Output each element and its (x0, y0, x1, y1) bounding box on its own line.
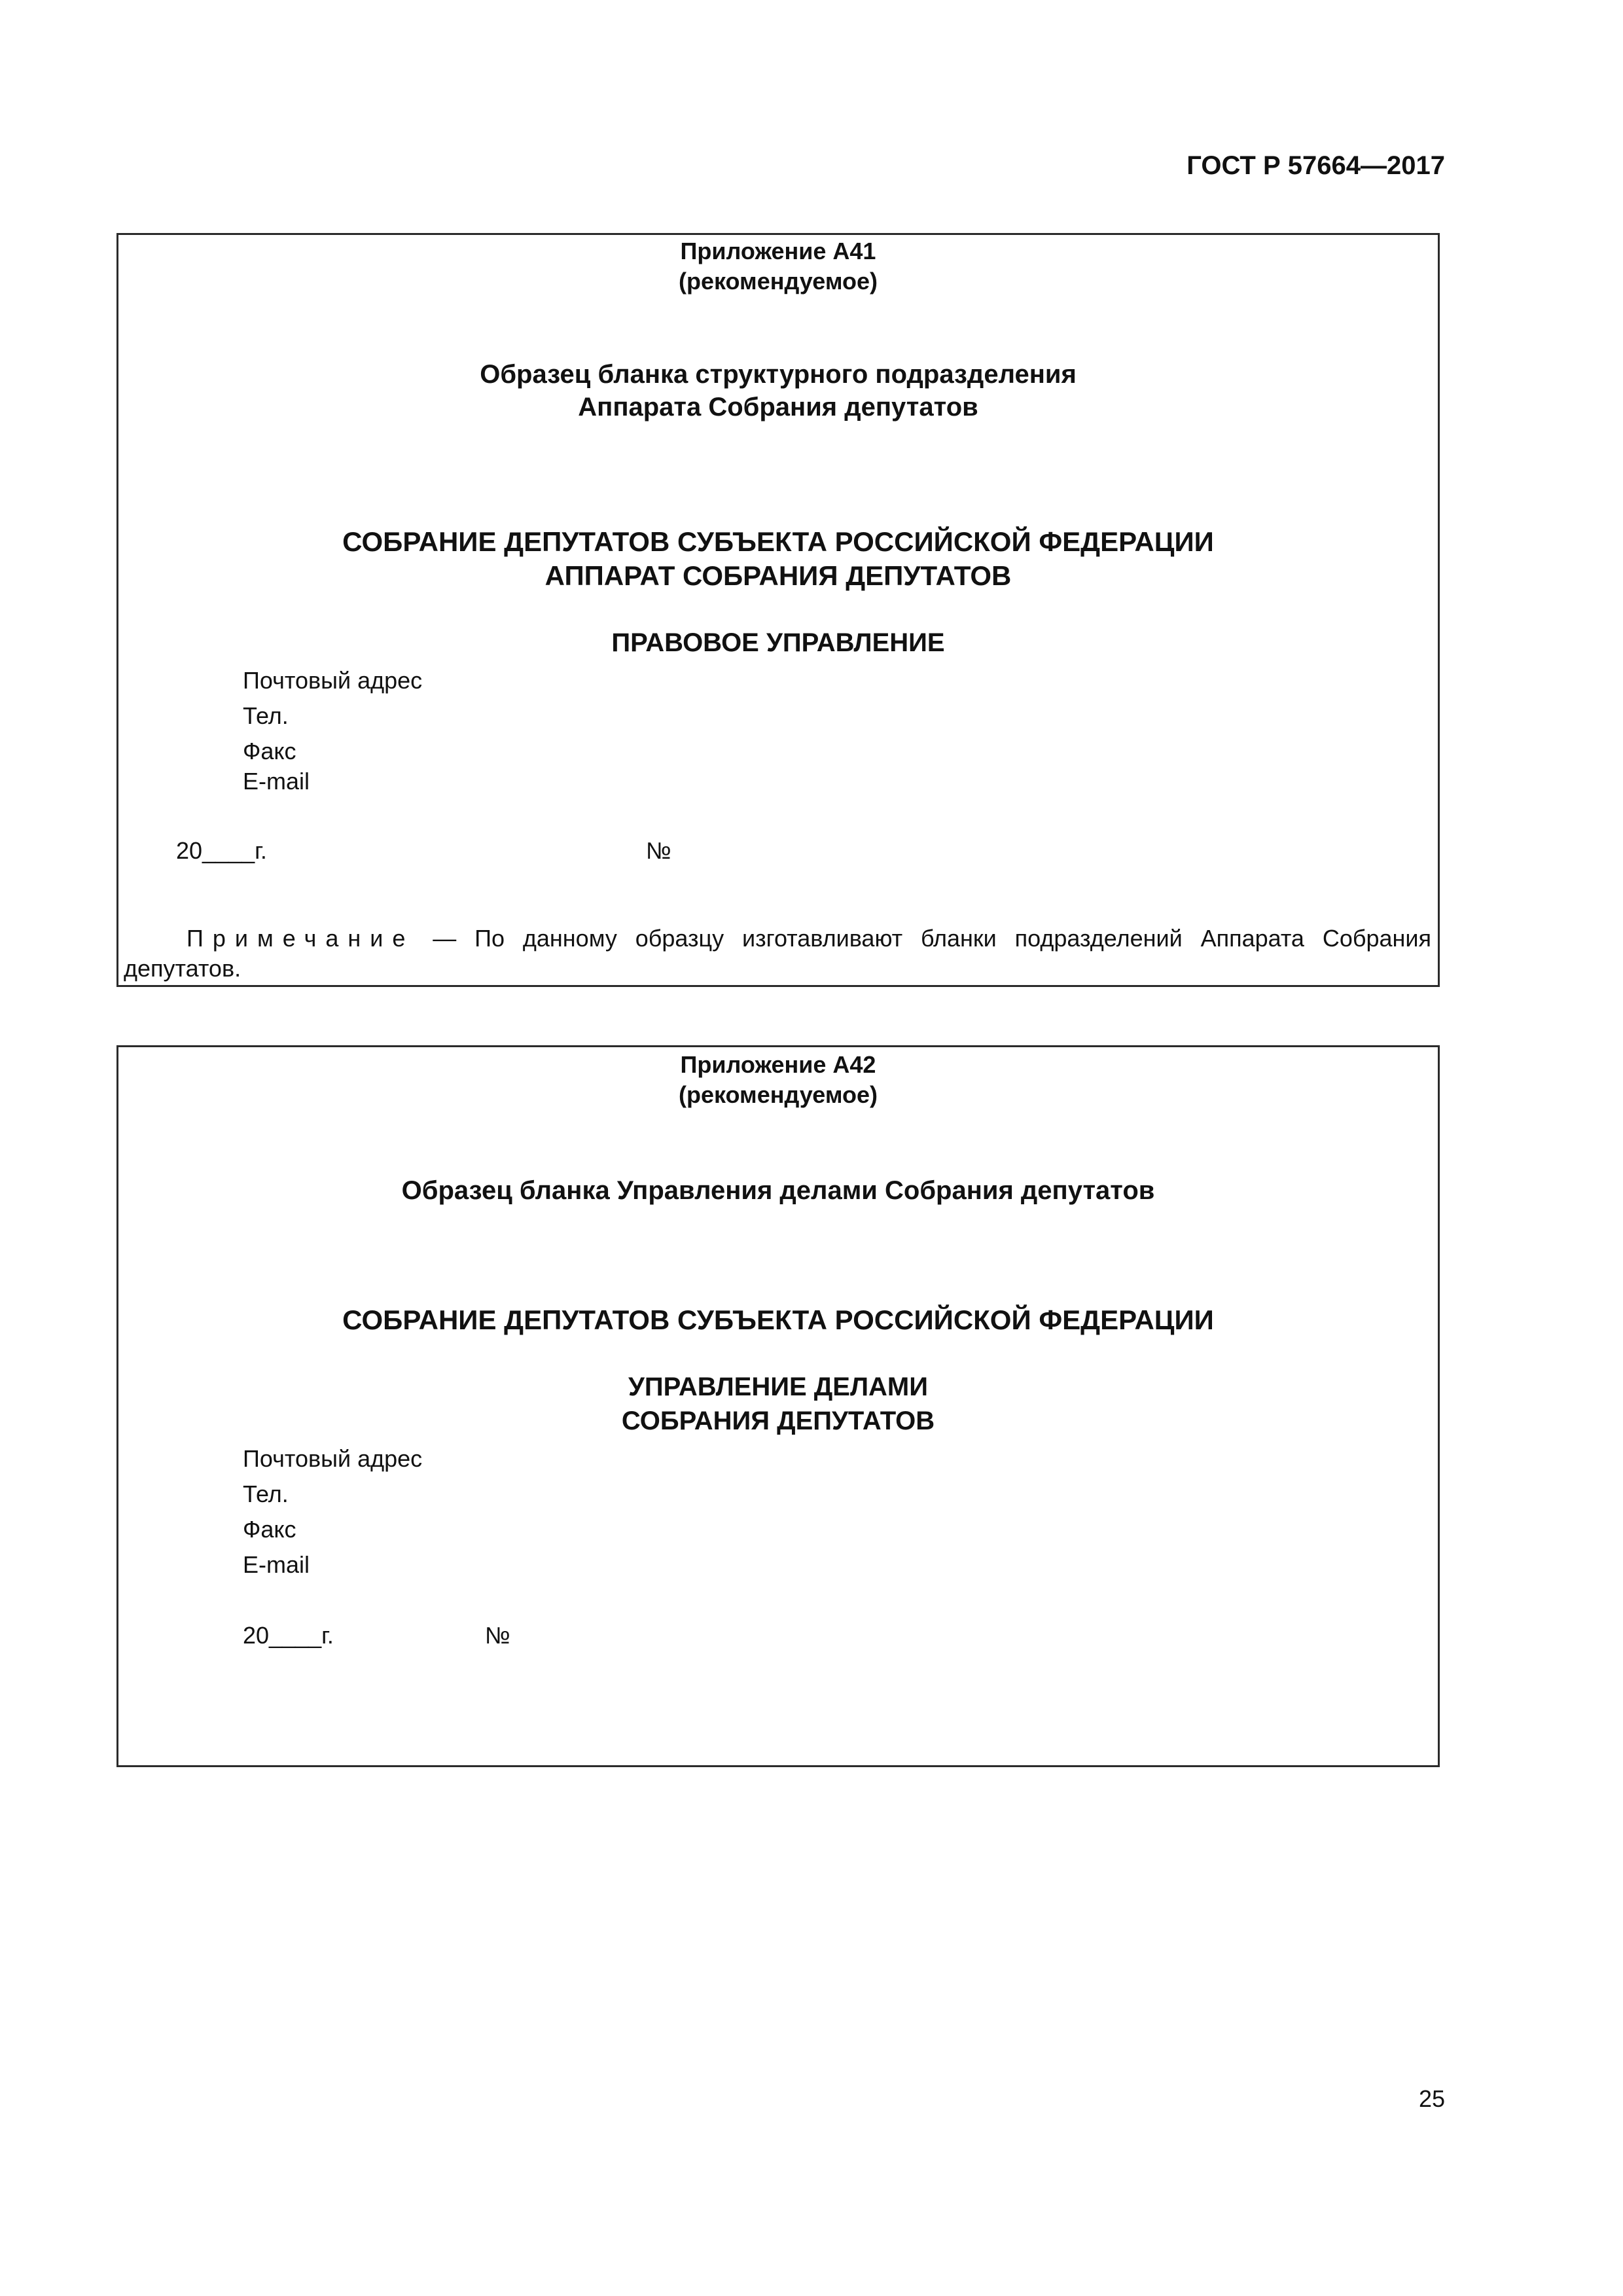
appendix-a42-fax-label: Факс (243, 1516, 296, 1543)
appendix-a41-note-text: — По данному образцу изготавливают бланки подразделений Аппарата Собрания депутатов. (124, 925, 1431, 982)
appendix-a41-number-field: № (646, 837, 671, 864)
appendix-a41-title: Приложение А41 (680, 238, 876, 264)
appendix-a42-unit-line2: СОБРАНИЯ ДЕПУТАТОВ (621, 1407, 935, 1435)
appendix-a41-frame (116, 233, 1440, 987)
appendix-a41-note-label: Примечание (187, 925, 415, 952)
appendix-a41-postal-label: Почтовый адрес (243, 667, 423, 694)
appendix-a41-phone-label: Тел. (243, 702, 289, 729)
appendix-a42-frame (116, 1045, 1440, 1767)
appendix-a41-org-line2: АППАРАТ СОБРАНИЯ ДЕПУТАТОВ (544, 560, 1012, 591)
appendix-a41-caption-line2: Аппарата Собрания депутатов (578, 393, 978, 422)
appendix-a42-unit-line1: УПРАВЛЕНИЕ ДЕЛАМИ (628, 1372, 928, 1401)
appendix-a41-caption-line1: Образец бланка структурного подразделения (480, 360, 1077, 389)
document-code: ГОСТ Р 57664—2017 (1186, 151, 1445, 180)
page-number: 25 (1418, 2085, 1445, 2112)
appendix-a42-caption: Образец бланка Управления делами Собрания депутатов (401, 1176, 1155, 1205)
appendix-a42-email-label: E-mail (243, 1551, 310, 1578)
appendix-a41-status: (рекомендуемое) (679, 268, 878, 295)
appendix-a41-unit: ПРАВОВОЕ УПРАВЛЕНИЕ (611, 628, 945, 657)
appendix-a42-status: (рекомендуемое) (679, 1081, 878, 1108)
appendix-a42-title: Приложение А42 (680, 1051, 876, 1078)
appendix-a42-org-line1: СОБРАНИЕ ДЕПУТАТОВ СУБЪЕКТА РОССИЙСКОЙ ФЕДЕРАЦИИ (342, 1304, 1214, 1335)
appendix-a42-phone-label: Тел. (243, 1480, 289, 1507)
appendix-a41-date-field: 20____г. (176, 837, 267, 864)
appendix-a42-number-field: № (485, 1622, 510, 1649)
appendix-a41-fax-label: Факс (243, 738, 296, 764)
appendix-a42-postal-label: Почтовый адрес (243, 1445, 423, 1472)
appendix-a41-note (124, 924, 1431, 984)
appendix-a42-date-field: 20____г. (243, 1622, 334, 1649)
appendix-a41-email-label: E-mail (243, 768, 310, 795)
appendix-a41-org-line1: СОБРАНИЕ ДЕПУТАТОВ СУБЪЕКТА РОССИЙСКОЙ ФЕДЕРАЦИИ (342, 526, 1214, 557)
